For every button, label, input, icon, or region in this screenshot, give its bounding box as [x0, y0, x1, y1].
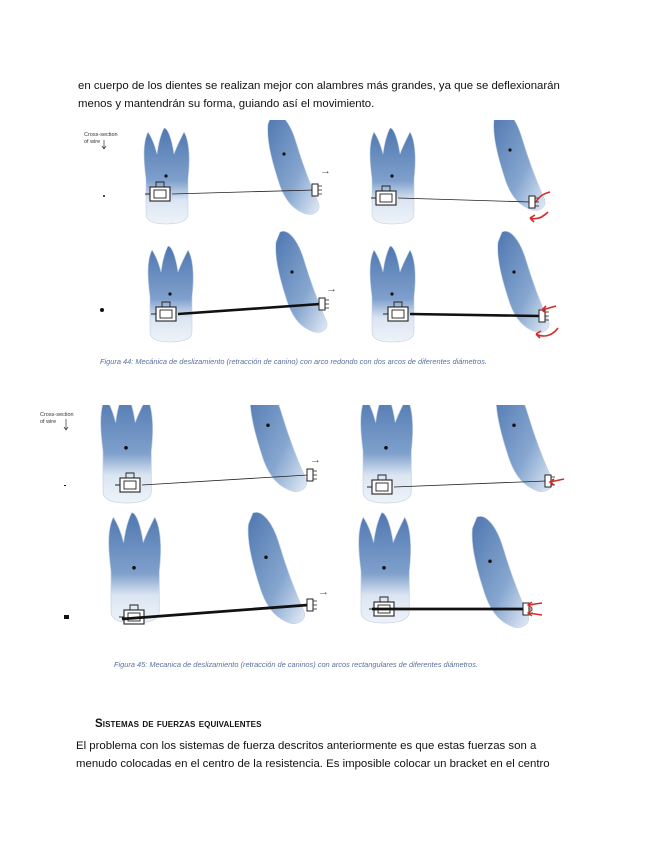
canine-bracket-icon	[307, 469, 317, 481]
paragraph-bottom: El problema con los sistemas de fuerza descritos anteriormente es que estas fuerzas son a menudo colocadas en el centro de la resistencia. Es imposible colocar un bracket en el centro	[76, 740, 550, 770]
canine-tooth-icon	[250, 405, 307, 492]
molar-tooth-icon	[370, 128, 415, 224]
down-arrow-icon	[64, 419, 68, 430]
section-heading: Sistemas de fuerzas equivalentes	[95, 718, 262, 730]
wire-cross-section-thin	[103, 195, 105, 197]
figure-44-caption: Figura 44: Mecánica de deslizamiento (retracción de canino) con arco redondo con dos arcos de diferentes diámetros.	[100, 357, 487, 366]
canine-bracket-icon	[529, 196, 539, 208]
down-arrow-icon	[102, 140, 106, 149]
figure-44	[80, 120, 580, 355]
canine-tooth-icon	[472, 516, 529, 627]
wire-cross-section-rect-thin	[64, 485, 66, 486]
molar-tooth-icon	[144, 128, 189, 224]
force-arrow-icon	[550, 479, 564, 485]
canine-tooth-icon	[276, 231, 327, 332]
canine-tooth-tipped-icon	[494, 120, 545, 210]
right-arrow-icon: →	[318, 586, 329, 598]
right-arrow-icon: →	[326, 283, 337, 295]
wire-cross-section-rect-thick	[64, 615, 69, 619]
right-arrow-icon: →	[310, 454, 321, 466]
cross-section-label-line2: of wire	[84, 139, 101, 145]
canine-tooth-icon	[496, 405, 553, 492]
cross-section-label-line1: Cross-section	[40, 412, 74, 418]
canine-tooth-icon	[268, 120, 319, 214]
paragraph-top: en cuerpo de los dientes se realizan mejor con alambres más grandes, ya que se deflexionarán menos y mantendrán su forma, guiando así el movimiento.	[78, 80, 560, 110]
archwire-thin	[398, 198, 530, 202]
cross-section-label-line1: Cross-section	[84, 132, 118, 138]
molar-tooth-icon	[109, 513, 161, 623]
canine-bracket-icon	[307, 599, 317, 611]
molar-tooth-icon	[370, 246, 415, 342]
figure-45-caption: Figura 45: Mecanica de deslizamiento (retracción de caninos) con arcos rectangulares de diferentes diámetros.	[114, 660, 478, 669]
wire-cross-section-thick	[100, 308, 104, 312]
molar-tooth-icon	[148, 246, 193, 342]
archwire-thin	[394, 481, 546, 487]
cross-section-label-line2: of wire	[40, 419, 57, 425]
right-arrow-icon: →	[320, 165, 331, 177]
canine-bracket-icon	[312, 184, 322, 196]
figure-45	[38, 405, 578, 655]
rotation-arrow-icon	[530, 212, 548, 222]
canine-bracket-icon	[319, 298, 329, 310]
